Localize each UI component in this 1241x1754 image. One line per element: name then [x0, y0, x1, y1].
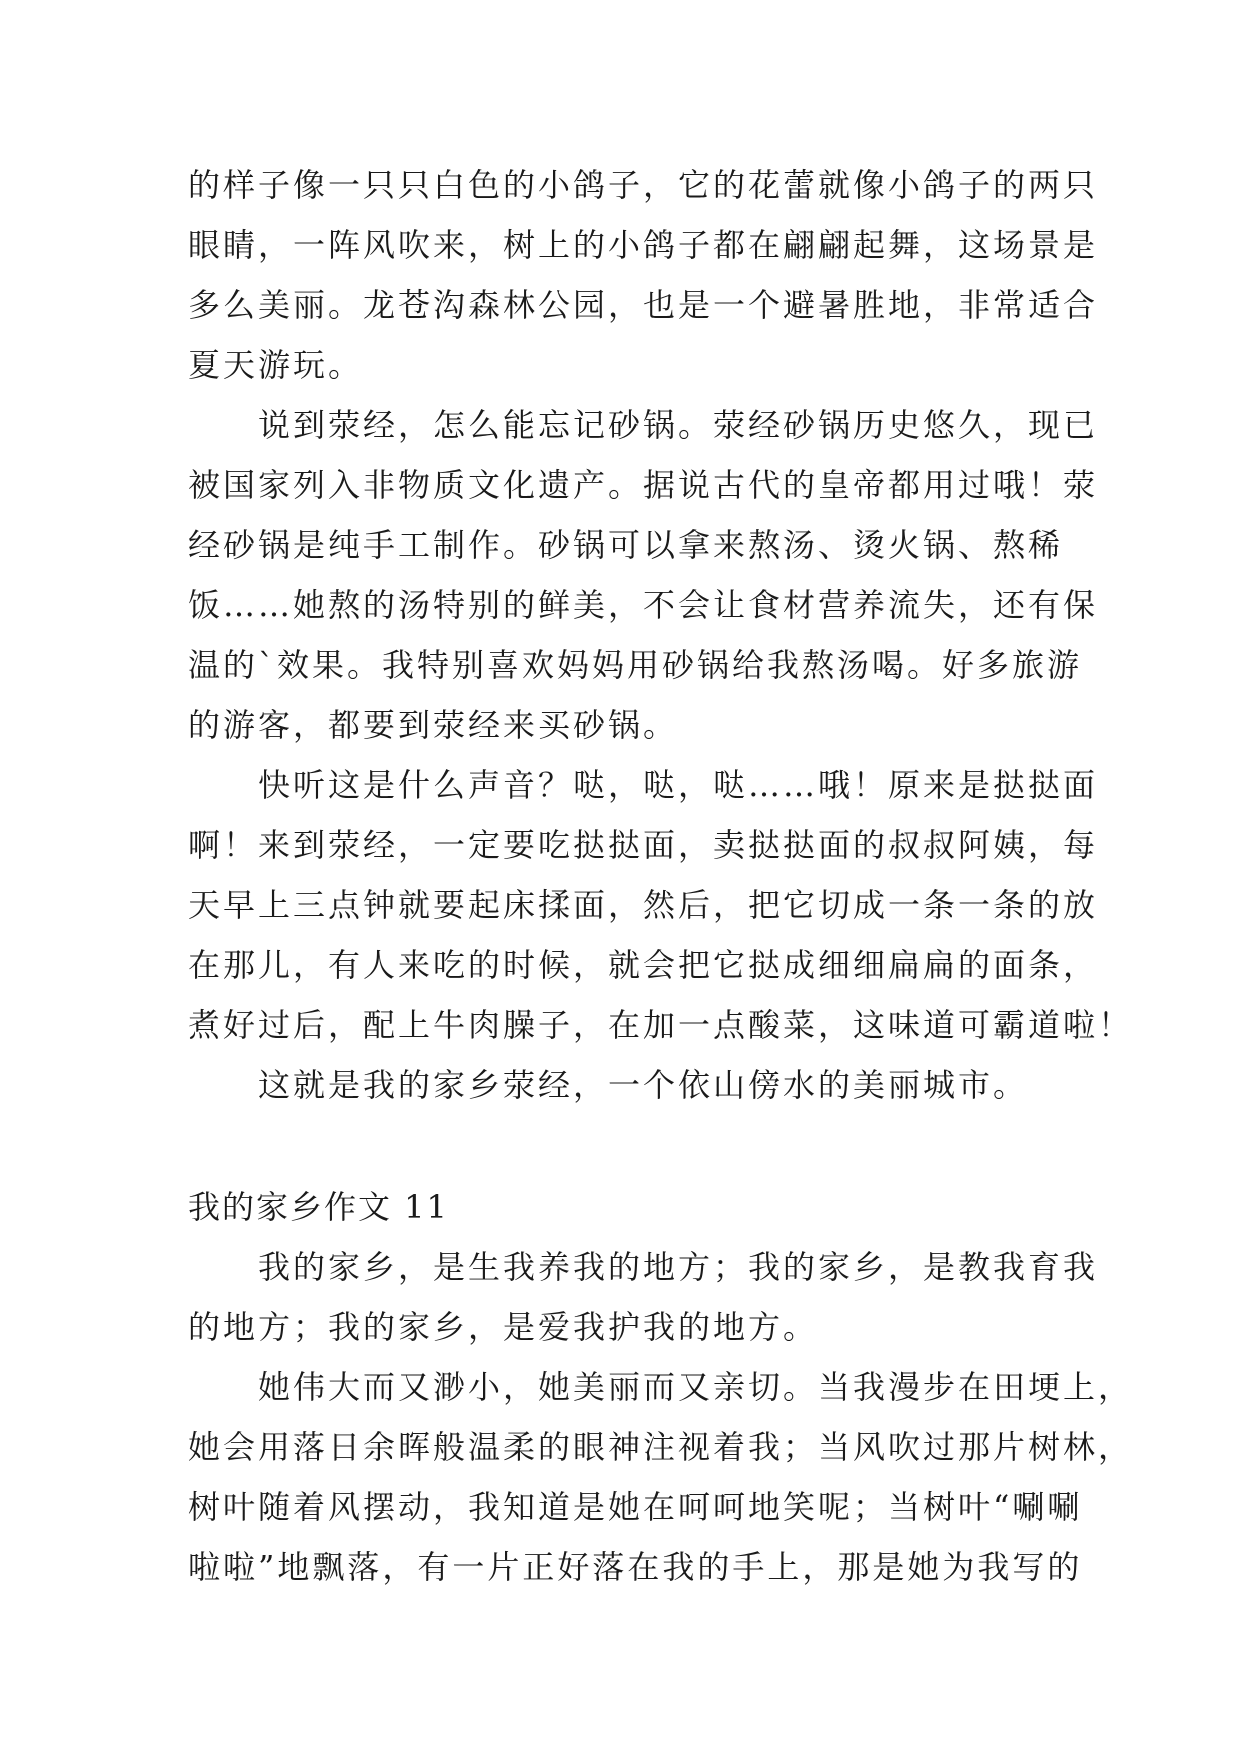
text-line: 经砂锅是纯手工制作。砂锅可以拿来熬汤、烫火锅、熬稀 — [188, 526, 1064, 564]
text-line: 的游客，都要到荥经来买砂锅。 — [188, 706, 679, 744]
text-line: 她会用落日余晖般温柔的眼神注视着我；当风吹过那片树林， — [188, 1428, 1134, 1466]
text-line: 饭……她熬的汤特别的鲜美，不会让食材营养流失，还有保 — [188, 586, 1099, 624]
text-line: 在那儿，有人来吃的时候，就会把它挞成细细扁扁的面条， — [188, 946, 1099, 984]
text-line: 啦啦”地飘落，有一片正好落在我的手上，那是她为我写的 — [188, 1548, 1083, 1586]
paragraph-first-line: 快听这是什么声音？哒，哒，哒……哦！原来是挞挞面 — [258, 766, 1099, 804]
text-line: 被国家列入非物质文化遗产。据说古代的皇帝都用过哦！荥 — [188, 466, 1099, 504]
text-line: 啊！来到荥经，一定要吃挞挞面，卖挞挞面的叔叔阿姨，每 — [188, 826, 1099, 864]
section-spacer — [188, 1115, 1058, 1177]
text-line: 多么美丽。龙苍沟森林公园，也是一个避暑胜地，非常适合 — [188, 286, 1099, 324]
paragraph-first-line: 她伟大而又渺小，她美丽而又亲切。当我漫步在田埂上， — [258, 1368, 1134, 1406]
text-line: 眼睛，一阵风吹来，树上的小鸽子都在翩翩起舞，这场景是 — [188, 226, 1099, 264]
essay-title: 我的家乡作文 11 — [188, 1188, 449, 1226]
text-line: 的地方；我的家乡，是爱我护我的地方。 — [188, 1308, 819, 1346]
text-line: 天早上三点钟就要起床揉面，然后，把它切成一条一条的放 — [188, 886, 1099, 924]
paragraph-first-line: 这就是我的家乡荥经，一个依山傍水的美丽城市。 — [258, 1066, 1029, 1104]
paragraph-first-line: 说到荥经，怎么能忘记砂锅。荥经砂锅历史悠久，现已 — [258, 406, 1099, 444]
text-line: 的样子像一只只白色的小鸽子，它的花蕾就像小鸽子的两只 — [188, 166, 1099, 204]
text-line: 夏天游玩。 — [188, 346, 364, 384]
document-body — [188, 155, 1134, 1597]
text-line: 温的`效果。我特别喜欢妈妈用砂锅给我熬汤喝。好多旅游 — [188, 646, 1083, 684]
text-line: 煮好过后，配上牛肉臊子，在加一点酸菜，这味道可霸道啦！ — [188, 1006, 1134, 1044]
text-line: 树叶随着风摆动，我知道是她在呵呵地笑呢；当树叶“唰唰 — [188, 1488, 1083, 1526]
paragraph-first-line: 我的家乡，是生我养我的地方；我的家乡，是教我育我 — [258, 1248, 1099, 1286]
